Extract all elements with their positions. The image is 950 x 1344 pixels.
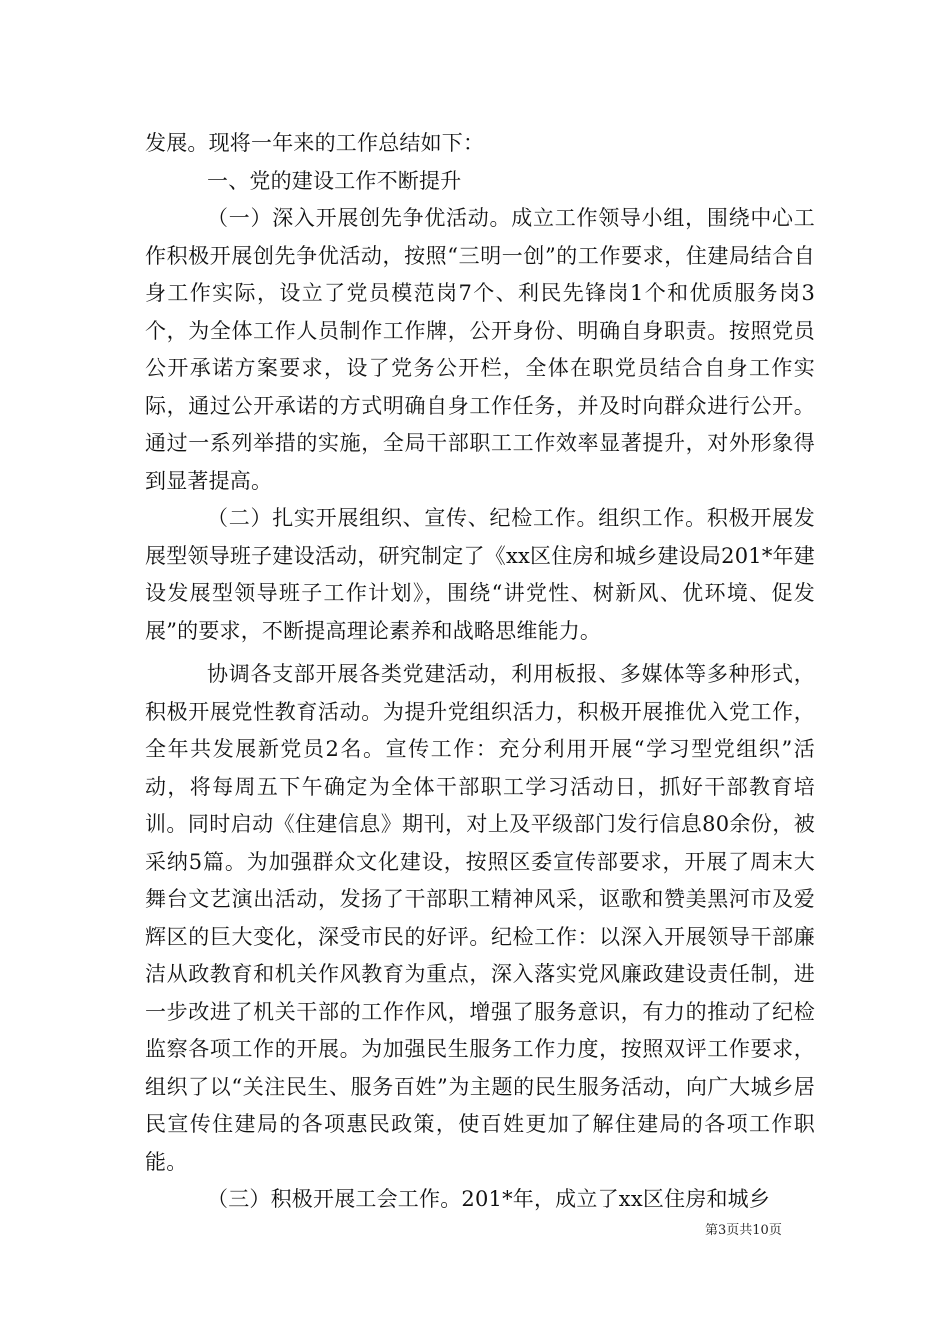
paragraph-organization-publicity-discipline: （二）扎实开展组织、宣传、纪检工作。组织工作。积极开展发展型领导班子建设活动，研究制定了《xx区住房和城乡建设局201*年建设发展型领导班子工作计划》，围绕“讲党性、树新风、优环境、促发展”的要求，不断提高理论素养和战略思维能力。 bbox=[145, 506, 815, 643]
paragraph-branch-activities: 协调各支部开展各类党建活动，利用板报、多媒体等多种形式，积极开展党性教育活动。为提升党组织活力，积极开展推优入党工作，全年共发展新党员2名。宣传工作：充分利用开展“学习型党组织”活动，将每周五下午确定为全体干部职工学习活动日，抓好干部教育培训。同时启动《住建信息》期刊，对上及平级部门发行信息80余份，被采纳5篇。为加强群众文化建设，按照区委宣传部要求，开展了周末大舞台文艺演出活动，发扬了干部职工精神风采，讴歌和赞美黑河市及爱辉区的巨大变化，深受市民的好评。纪检工作：以深入开展领导干部廉洁从政教育和机关作风教育为重点，深入落实党风廉政建设责任制，进一步改进了机关干部的工作作风，增强了服务意识，有力的推动了纪检监察各项工作的开展。为加强民生服务工作力度，按照双评工作要求，组织了以“关注民生、服务百姓”为主题的民生服务活动，向广大城乡居民宣传住建局的各项惠民政策，使百姓更加了解住建局的各项工作职能。 bbox=[145, 662, 815, 1174]
paragraph-union-work: （三）积极开展工会工作。201*年，成立了xx区住房和城乡 bbox=[207, 1187, 771, 1211]
paragraph-excellence-campaign: （一）深入开展创先争优活动。成立工作领导小组，围绕中心工作积极开展创先争优活动，按照“三明一创”的工作要求，住建局结合自身工作实际，设立了党员模范岗7个、利民先锋岗1个和优质服务岗3个，为全体工作人员制作工作牌，公开身份、明确自身职责。按照党员公开承诺方案要求，设了党务公开栏，全体在职党员结合自身工作实际，通过公开承诺的方式明确自身工作任务，并及时向群众进行公开。通过一系列举措的实施，全局干部职工工作效率显著提升，对外形象得到显著提高。 bbox=[145, 206, 815, 493]
section-heading-party-building: 一、党的建设工作不断提升 bbox=[207, 168, 462, 193]
document-body bbox=[145, 125, 815, 1219]
paragraph-intro-continuation: 发展。现将一年来的工作总结如下： bbox=[145, 131, 485, 155]
page-number-footer: 第3页共10页 bbox=[705, 1223, 782, 1238]
